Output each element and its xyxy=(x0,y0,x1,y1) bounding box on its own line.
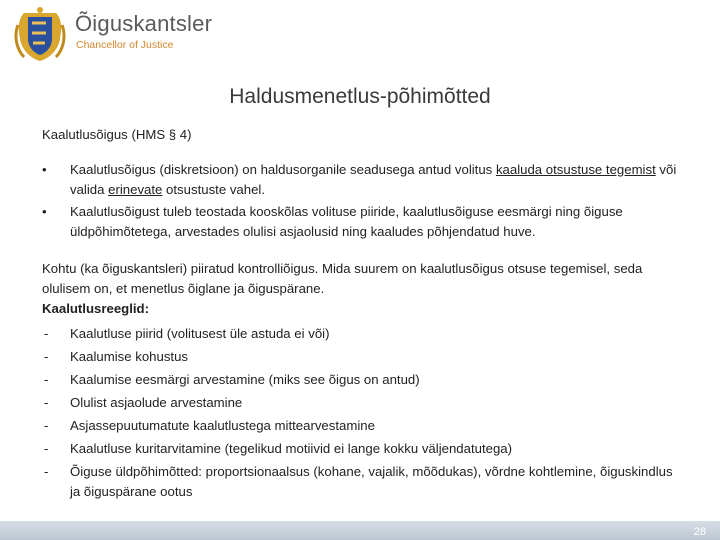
org-subtitle: Chancellor of Justice xyxy=(76,39,174,51)
bullet-text: Kaalutlusõigust tuleb teostada kooskõlas volituse piiride, kaalutlusõiguse eesmärgi ning õiguse üldpõhimõtetega, arvestades olulisi asjaolusid ning kaaludes põhjendatud huve. xyxy=(70,204,623,239)
page-number: 28 xyxy=(693,526,706,538)
rule-item xyxy=(42,414,682,437)
bullet-text xyxy=(70,162,676,197)
rule-marker: - xyxy=(44,395,49,410)
rule-text: Kaalumise kohustus xyxy=(70,349,189,364)
bullet-underlined-part: erinevate xyxy=(108,182,163,197)
rule-marker: - xyxy=(44,326,49,341)
rule-text: Asjassepuutumatute kaalutlustega mittearvestamine xyxy=(70,418,375,433)
rule-marker: - xyxy=(44,464,49,479)
bullet-list xyxy=(42,160,682,242)
bullet-item xyxy=(42,160,682,200)
rule-item xyxy=(42,462,682,502)
rule-item xyxy=(42,437,682,460)
rules-title: Kaalutlusreeglid: xyxy=(42,301,149,316)
rule-text: Kaalumise eesmärgi arvestamine (miks see õigus on antud) xyxy=(70,372,420,387)
bullet-marker: • xyxy=(42,162,47,177)
rule-text: Olulist asjaolude arvestamine xyxy=(70,395,243,410)
slide-title: Haldusmenetlus-põhimõtted xyxy=(229,85,491,108)
rule-item xyxy=(42,322,682,345)
rule-text: Kaalutluse piirid (volitusest üle astuda ei või) xyxy=(70,326,330,341)
bullet-text-part: Kaalutlusõigus (diskretsioon) on haldusorganile seadusega antud volitus xyxy=(70,162,496,177)
bullet-text-part: otsustuste vahel. xyxy=(162,182,266,197)
rule-item xyxy=(42,391,682,414)
bullet-marker: • xyxy=(42,204,47,219)
section-heading: Kaalutlusõigus (HMS § 4) xyxy=(42,127,192,142)
bullet-text-part: või valida xyxy=(70,162,677,197)
paragraph: Kohtu (ka õiguskantsleri) piiratud kontrolliõigus. Mida suurem on kaalutlusõigus otsuse tegemisel, seda olulisem on, et menetlus õiglane ja õiguspärane. xyxy=(42,261,643,296)
bullet-item xyxy=(42,202,682,242)
rule-item xyxy=(42,368,682,391)
estonian-coat-of-arms-icon xyxy=(14,5,66,63)
rule-marker: - xyxy=(44,418,49,433)
footer-bar xyxy=(0,521,720,540)
rule-item xyxy=(42,345,682,368)
org-name: Õiguskantsler xyxy=(75,11,213,36)
rule-text: Kaalutluse kuritarvitamine (tegelikud motiivid ei lange kokku väljendatutega) xyxy=(70,441,513,456)
bullet-underlined-part: kaaluda otsustuse tegemist xyxy=(495,162,656,177)
rule-marker: - xyxy=(44,441,49,456)
rules-list xyxy=(42,322,682,502)
rule-marker: - xyxy=(44,349,49,364)
rule-marker: - xyxy=(44,372,49,387)
rule-text: Õiguse üldpõhimõtted: proportsionaalsus (kohane, vajalik, mõõdukas), võrdne kohtlemine, õiguskindlus ja õiguspärane ootus xyxy=(70,464,673,499)
logo xyxy=(14,5,66,63)
